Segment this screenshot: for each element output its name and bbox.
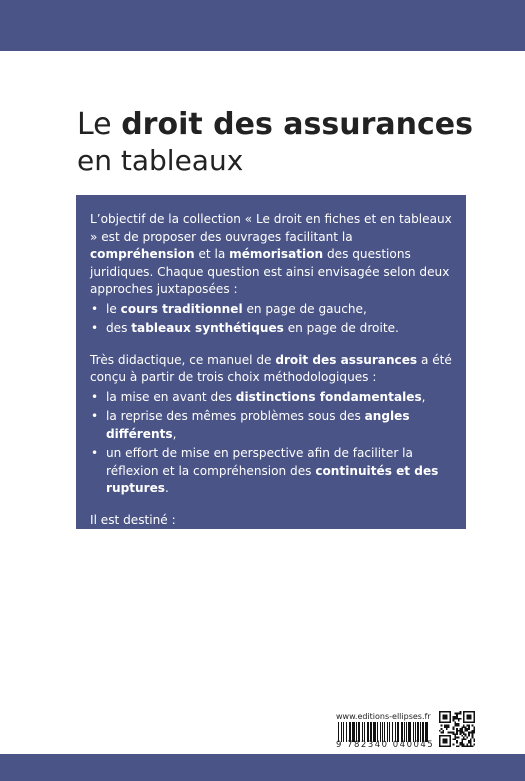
method-paragraph <box>90 352 456 387</box>
text-run: en page de droite. <box>283 321 399 335</box>
audience-list <box>90 531 456 549</box>
bullet-item <box>90 408 456 443</box>
text-run: Il est destiné : <box>90 512 176 527</box>
text-run: la reprise des mêmes problèmes sous des <box>106 409 365 423</box>
bold-phrase: tableaux synthétiques <box>131 321 284 335</box>
approaches-list <box>90 301 456 338</box>
text-run: L’objectif de la collection « Le droit en fiches et en tableaux » est de proposer des ouvrages facilitant la <box>90 212 452 244</box>
text-run: et la <box>194 247 230 261</box>
bullet-item <box>90 389 456 407</box>
bullet-item <box>90 301 456 319</box>
publisher-website[interactable]: www.editions-ellipses.fr <box>336 712 431 721</box>
top-color-band <box>0 0 525 51</box>
bottom-color-band <box>0 754 525 781</box>
bullet-item <box>90 531 456 549</box>
bold-phrase: Master Droit <box>211 532 298 546</box>
text-run: . <box>165 481 169 495</box>
bold-phrase: continuités et des ruptures <box>106 463 439 495</box>
isbn-number: 9 782340 040045 <box>336 740 435 750</box>
text-run: aux étudiants de <box>106 532 212 546</box>
text-run: un effort de mise en perspective afin de faciliter la réflexion et la compréhension des <box>106 446 413 478</box>
bold-phrase: distinctions fondamentales <box>235 389 422 404</box>
title-line-1 <box>77 106 473 144</box>
qr-code-icon[interactable] <box>439 711 475 747</box>
bold-phrase: angles différents <box>106 409 410 441</box>
text-run: Très didactique, ce manuel de <box>90 352 276 367</box>
text-run: en page de gauche, <box>242 301 367 316</box>
bold-phrase: compréhension <box>90 247 195 261</box>
text-run: le <box>106 301 121 316</box>
text-run: des <box>106 321 132 335</box>
title-bold: droit des assurances <box>121 107 473 142</box>
text-run: la mise en avant des <box>106 389 236 404</box>
book-title <box>77 106 473 178</box>
bold-phrase: cours traditionnel <box>120 301 243 316</box>
audience-paragraph <box>90 512 456 530</box>
bullet-item <box>90 445 456 498</box>
text-run: a été conçu à partir de trois choix méthodologiques : <box>90 352 452 384</box>
text-run: , <box>172 426 177 441</box>
methods-list <box>90 389 456 498</box>
barcode <box>337 722 432 742</box>
bold-phrase: droit des assurances <box>275 352 418 367</box>
bullet-item <box>90 320 456 338</box>
text-run: des questions juridiques. Chaque question est ainsi envisagée selon deux approches juxtaposées : <box>90 247 450 296</box>
text-run: . <box>297 532 302 546</box>
description-box <box>76 195 466 546</box>
text-run: , <box>421 389 426 404</box>
title-prefix: Le <box>77 107 122 142</box>
bold-phrase: mémorisation <box>229 247 324 261</box>
title-line-2: en tableaux <box>77 144 244 177</box>
intro-paragraph <box>90 211 456 299</box>
